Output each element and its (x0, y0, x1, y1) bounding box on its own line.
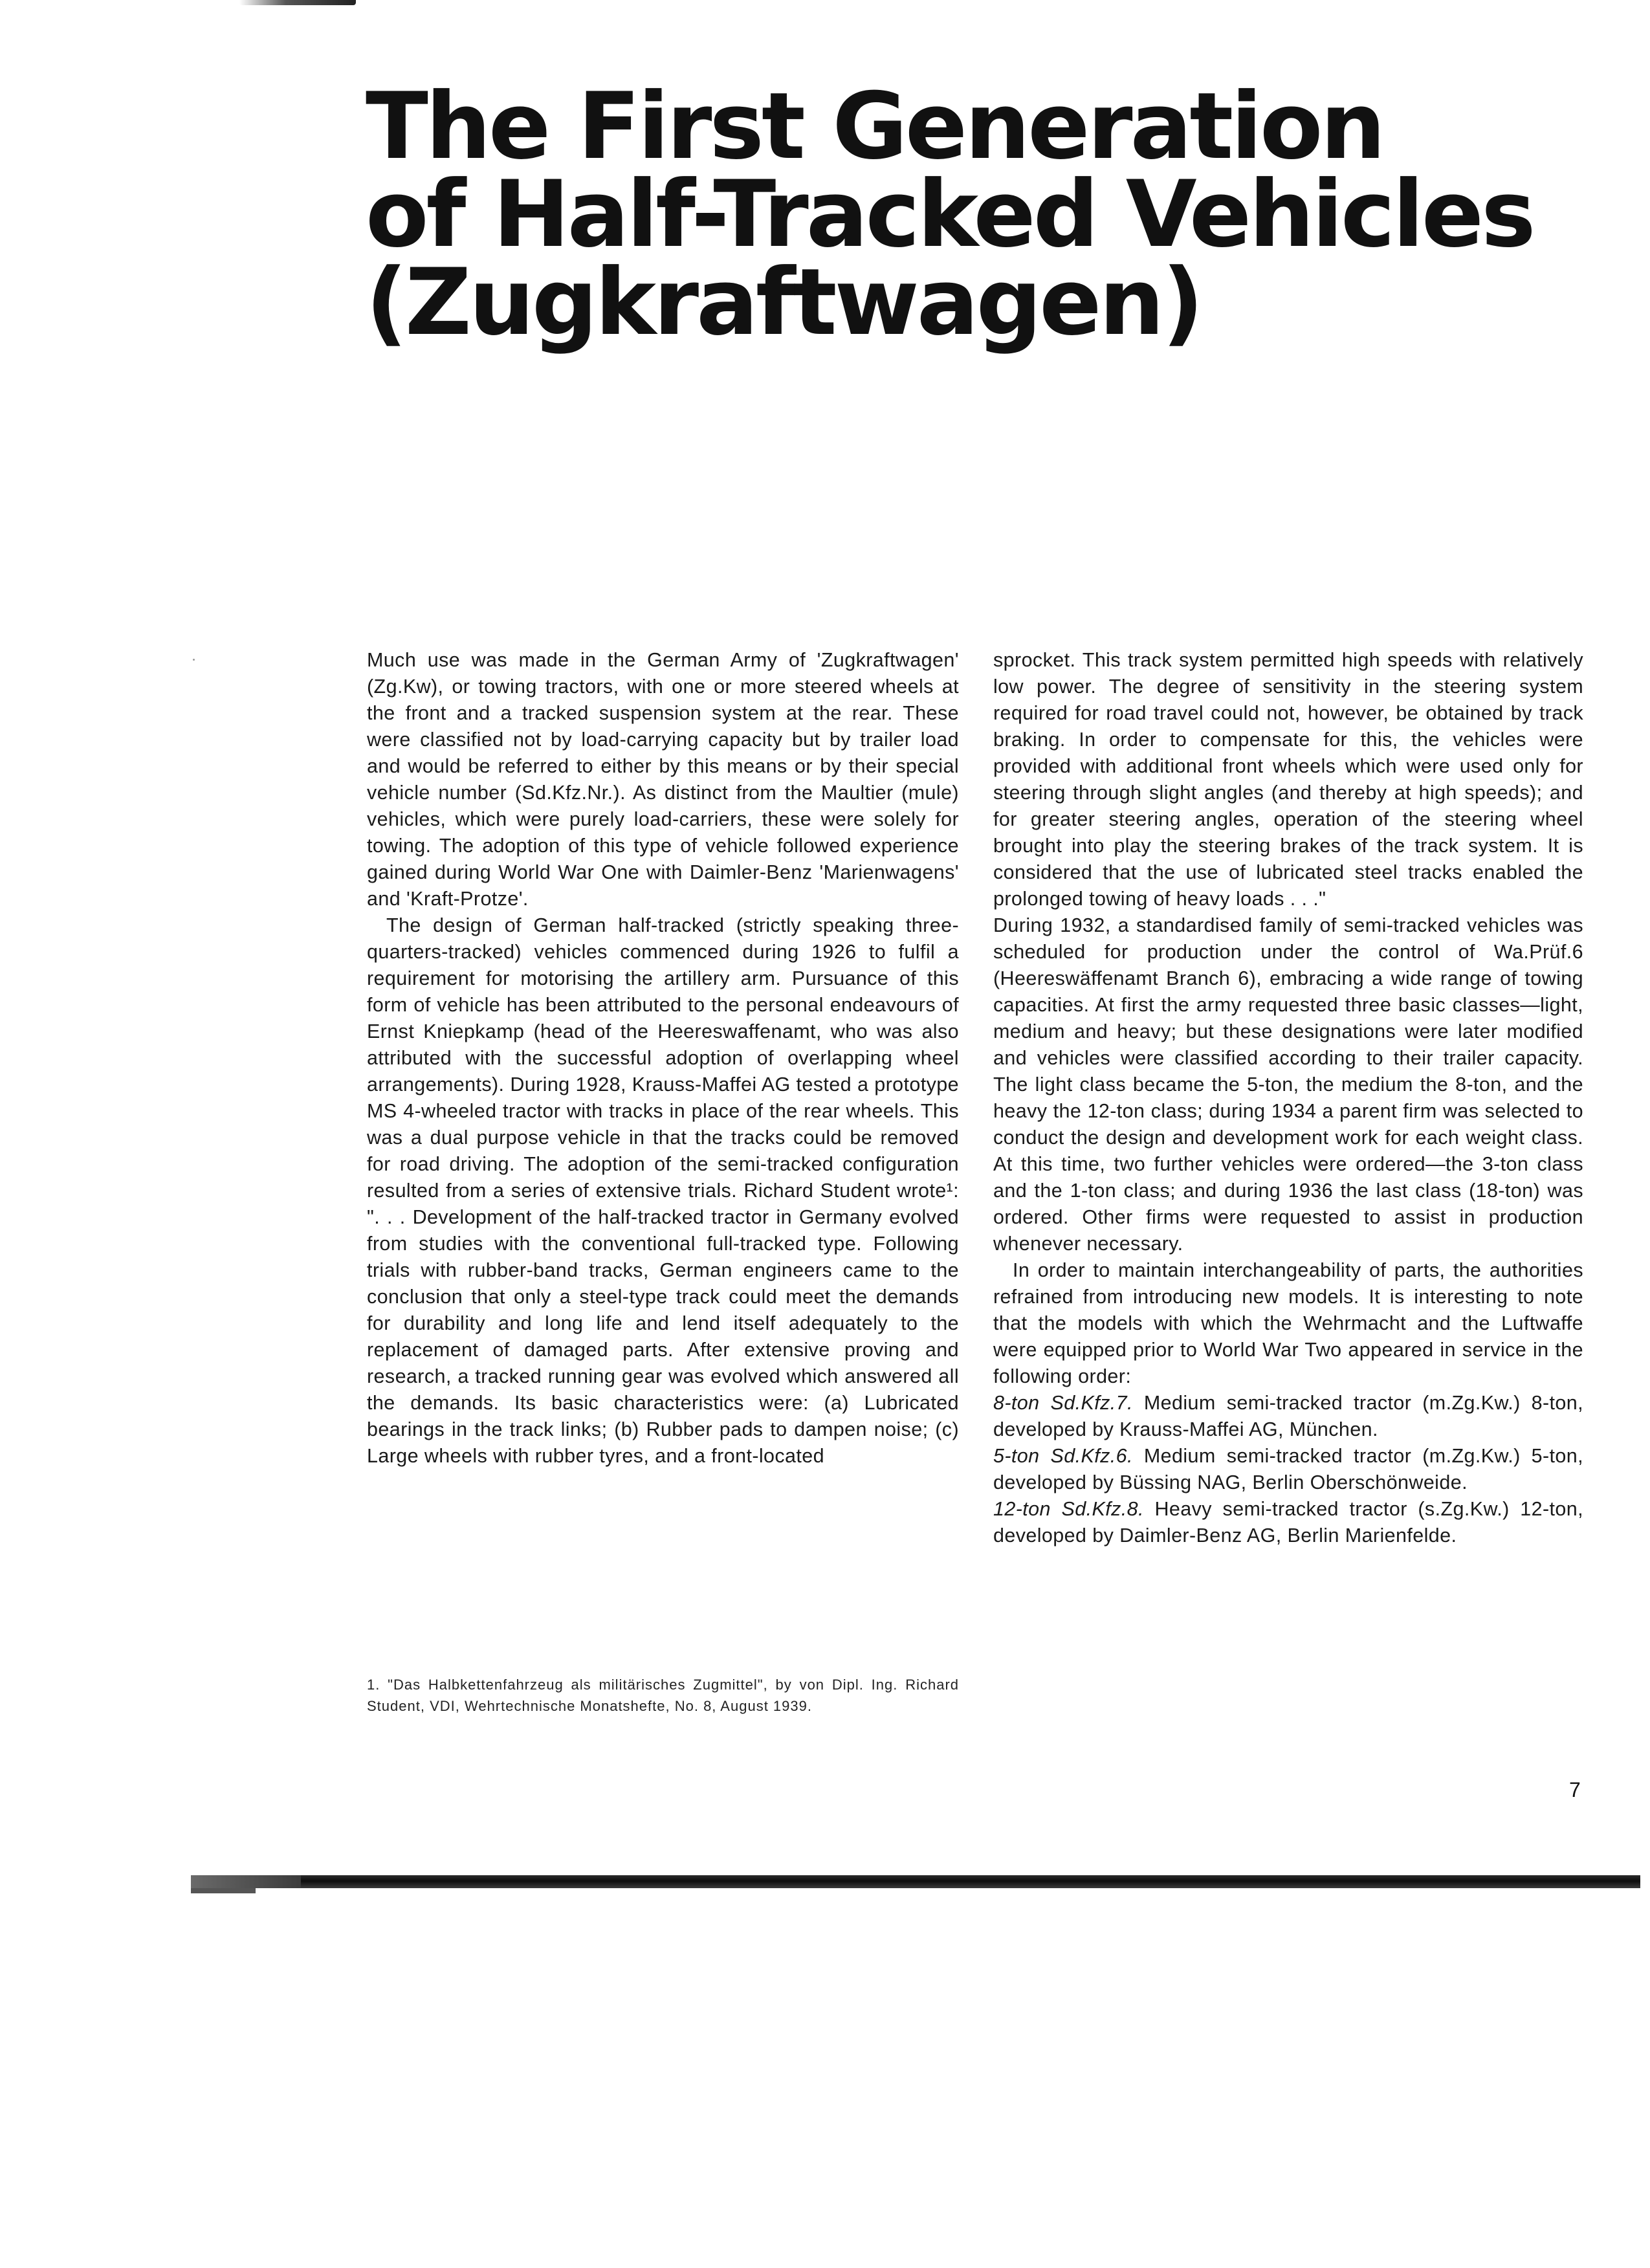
vehicle-entry-text: Heavy semi-tracked tractor (s.Zg.Kw.) 12-ton, developed by Daimler-Benz AG, Berlin Marienfelde. (993, 1498, 1584, 1547)
body-paragraph: In order to maintain interchangeability of parts, the authorities refrained from introducing new models. It is interesting to note that the models with which the Wehrmacht and the Luftwaffe were equipped prior to World War Two appeared in service in the following order: (993, 1259, 1583, 1387)
bottom-rule (191, 1875, 1640, 1888)
footnote: 1. "Das Halbkettenfahrzeug als militärisches Zugmittel", by von Dipl. Ing. Richard Student, VDI, Wehrtechnische Monatshefte, No. 8, August 1939. (367, 1677, 959, 1714)
title-line-1: The First Generation (366, 73, 1383, 180)
vehicle-entry (993, 1443, 1583, 1496)
page-number: 7 (1569, 1778, 1581, 1801)
title-line-2: of Half-Tracked Vehicles (366, 161, 1534, 268)
vehicle-entry (993, 1390, 1583, 1443)
body-paragraph: sprocket. This track system permitted high speeds with relatively low power. The degree of sensitivity in the steering system required for road travel could not, however, be obtained by track braking. In order to compensate for this, the vehicles were provided with additional front wheels which were used only for steering through slight angles (and thereby at high speeds); and for greater steering angles, operation of the steering wheel brought into play the steering brakes of the track system. It is considered that the use of lubricated steel tracks enabled the prolonged towing of heavy loads . . ." (993, 649, 1583, 910)
body-paragraph: Much use was made in the German Army of 'Zugkraftwagen' (Zg.Kw), or towing tractors, with one or more steered wheels at the front and a tracked suspension system at the rear. These were classified not by load-carrying capacity but by trailer load and would be referred to either by this means or by their special vehicle number (Sd.Kfz.Nr.). As distinct from the Maultier (mule) vehicles, which were purely load-carriers, these were solely for towing. The adoption of this type of vehicle followed experience gained during World War One with Daimler-Benz 'Marienwagens' and 'Kraft-Protze'. (367, 649, 959, 910)
scan-edge-mark (239, 0, 356, 5)
vehicle-entry-label: 12-ton Sd.Kfz.8. (993, 1498, 1144, 1520)
body-paragraph: The design of German half-tracked (strictly speaking three-quarters-tracked) vehicles commenced during 1926 to fulfil a requirement for motorising the artillery arm. Pursuance of this form of vehicle has been attributed to the personal endeavours of Ernst Kniepkamp (head of the Heereswaffenamt, who was also attributed with the successful adoption of overlapping wheel arrangements). During 1928, Krauss-Maffei AG tested a prototype MS 4-wheeled tractor with tracks in place of the rear wheels. This was a dual purpose vehicle in that the tracks could be removed for road driving. The adoption of the semi-tracked configuration resulted from a series of extensive trials. Richard Student wrote¹: ". . . Development of the half-tracked tractor in Germany evolved from studies with the conventional full-tracked type. Following trials with rubber-band tracks, German engineers came to the conclusion that only a steel-type track could meet the demands for durability and long life and lend itself adequately to the replacement of damaged parts. After extensive proving and research, a tracked running gear was evolved which answered all the demands. Its basic characteristics were: (a) Lubricated bearings in the track links; (b) Rubber pads to dampen noise; (c) Large wheels with rubber tyres, and a front-located (367, 914, 959, 1467)
vehicle-entry (993, 1496, 1583, 1549)
page-title (366, 73, 1534, 356)
right-column (993, 647, 1583, 1549)
left-column (367, 647, 959, 1470)
title-line-3: (Zugkraftwagen) (366, 249, 1202, 356)
scan-speck (193, 659, 195, 661)
vehicle-entry-label: 8-ton Sd.Kfz.7. (993, 1392, 1133, 1414)
vehicle-entry-label: 5-ton Sd.Kfz.6. (993, 1445, 1133, 1467)
vehicle-entry-text: Medium semi-tracked tractor (m.Zg.Kw.) 8-ton, developed by Krauss-Maffei AG, München. (993, 1392, 1584, 1440)
vehicle-entry-text: Medium semi-tracked tractor (m.Zg.Kw.) 5-ton, developed by Büssing NAG, Berlin Oberschönweide. (993, 1445, 1584, 1493)
body-paragraph: During 1932, a standardised family of semi-tracked vehicles was scheduled for production under the control of Wa.Prüf.6 (Heereswäffenamt Branch 6), embracing a wide range of towing capacities. At first the army requested three basic classes—light, medium and heavy; but these designations were later modified and vehicles were classified according to their trailer capacity. The light class became the 5-ton, the medium the 8-ton, and the heavy the 12-ton class; during 1934 a parent firm was selected to conduct the design and development work for each weight class. At this time, two further vehicles were ordered—the 3-ton class and the 1-ton class; and during 1936 the last class (18-ton) was ordered. Other firms were requested to assist in production whenever necessary. (993, 914, 1583, 1255)
